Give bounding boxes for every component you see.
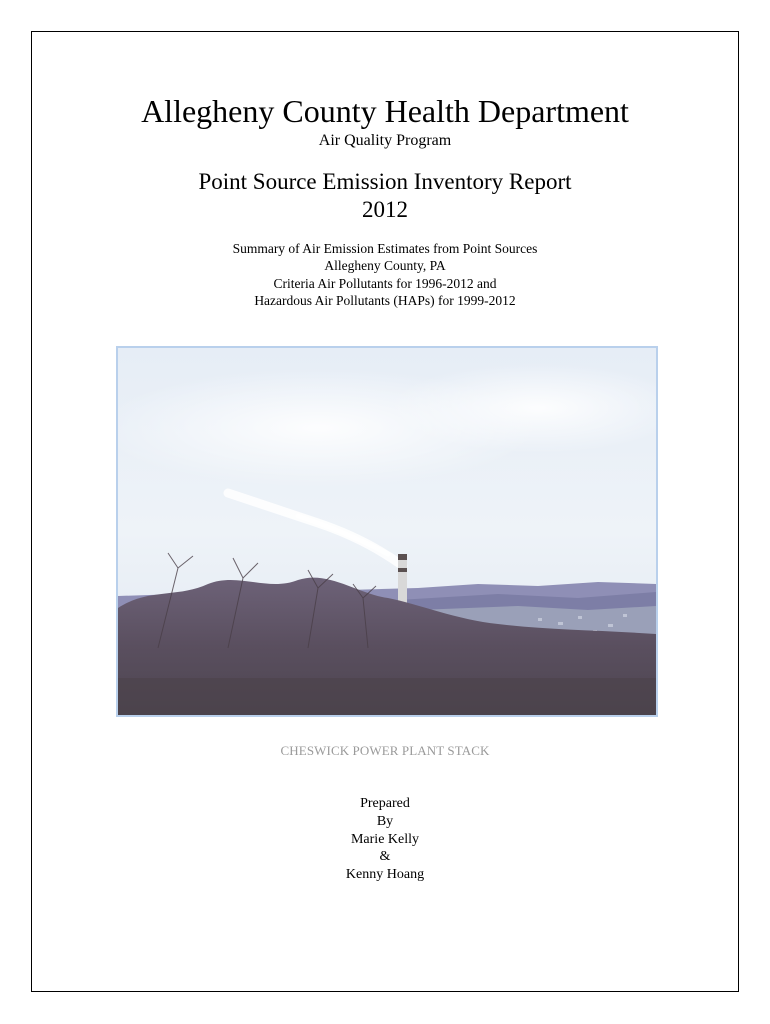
author-name: Marie Kelly: [350, 831, 420, 847]
summary-line: Summary of Air Emission Estimates from Point Sources: [232, 241, 538, 256]
report-year: 2012: [362, 197, 408, 222]
power-plant-photo: [116, 346, 658, 717]
prepared-line: Prepared: [360, 796, 410, 811]
summary-block: [0, 240, 770, 309]
prepared-line: By: [376, 813, 394, 829]
report-title: Point Source Emission Inventory Report: [198, 169, 572, 194]
prepared-by-block: [0, 795, 770, 884]
organization-title: Allegheny County Health Department: [141, 93, 629, 129]
author-name: Kenny Hoang: [345, 867, 425, 883]
summary-line: Criteria Air Pollutants for 1996-2012 and: [273, 275, 497, 291]
program-subtitle: Air Quality Program: [318, 132, 452, 149]
summary-line: Allegheny County, PA: [324, 258, 446, 274]
summary-line: Hazardous Air Pollutants (HAPs) for 1999-2012: [254, 292, 516, 308]
prepared-line: &: [379, 849, 391, 865]
photo-caption: CHESWICK POWER PLANT STACK: [280, 743, 490, 758]
